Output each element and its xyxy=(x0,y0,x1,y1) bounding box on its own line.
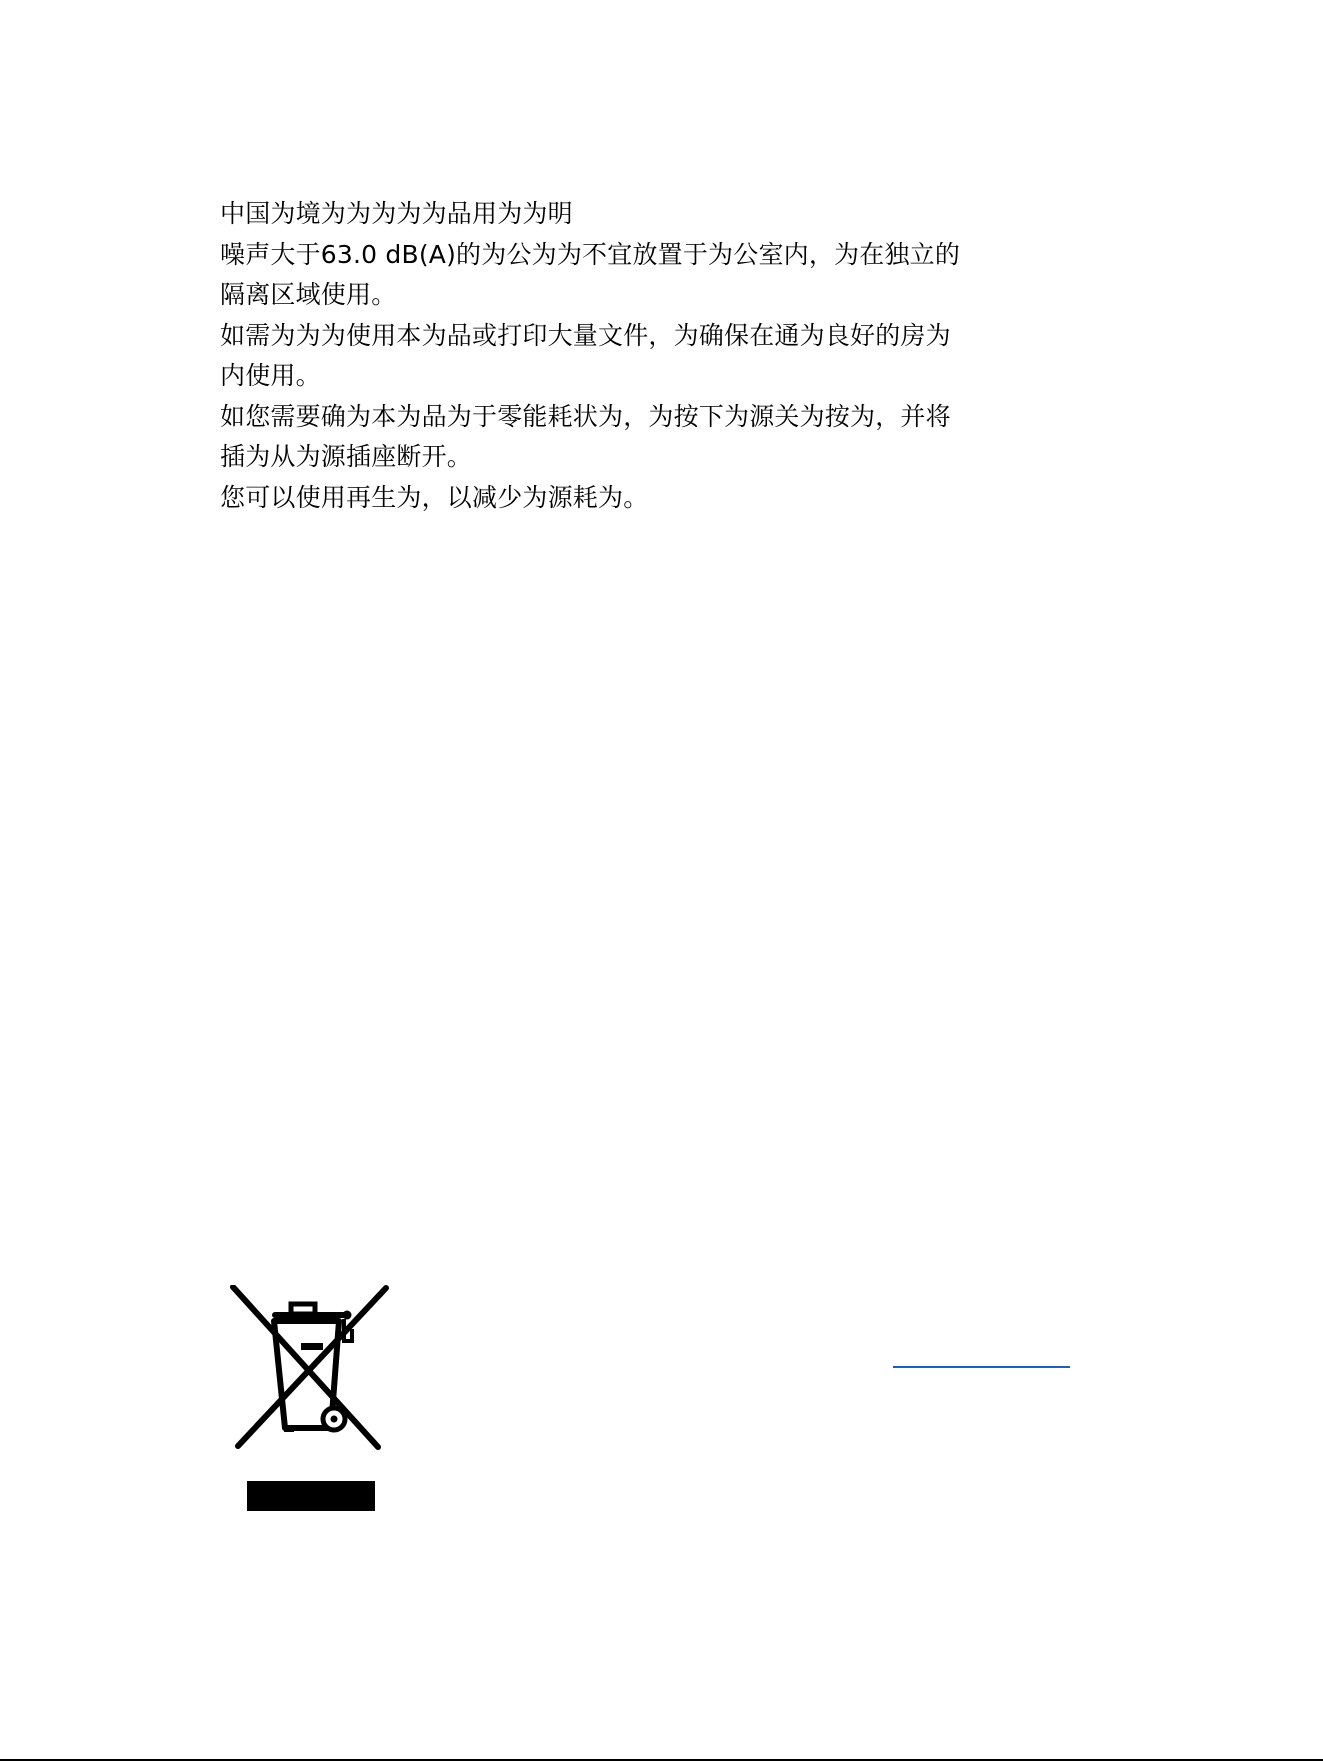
notice-line-5: 如您需要确为本为品为于零能耗状为，为按下为源关为按为，并将 xyxy=(220,401,951,431)
notice-line-1: 噪声大于63.0 dB(A)的为公为为不宜放置于为公室内，为在独立的 xyxy=(220,239,961,269)
link-underline[interactable] xyxy=(893,1366,1070,1368)
notice-title: 中国为境为为为为为品用为为明 xyxy=(220,199,573,228)
notice-line-2: 隔离区域使用。 xyxy=(220,280,397,309)
environment-notice xyxy=(220,194,1020,518)
notice-line-3: 如需为为为使用本为品或打印大量文件，为确保在通为良好的房为 xyxy=(220,320,951,350)
notice-line-7: 您可以使用再生为，以减少为源耗为。 xyxy=(220,482,649,512)
crossed-out-wheelie-bin-icon xyxy=(228,1285,392,1515)
notice-line-4: 内使用。 xyxy=(220,361,321,390)
notice-line-6: 插为从为源插座断开。 xyxy=(220,442,473,471)
weee-symbol xyxy=(228,1285,392,1515)
